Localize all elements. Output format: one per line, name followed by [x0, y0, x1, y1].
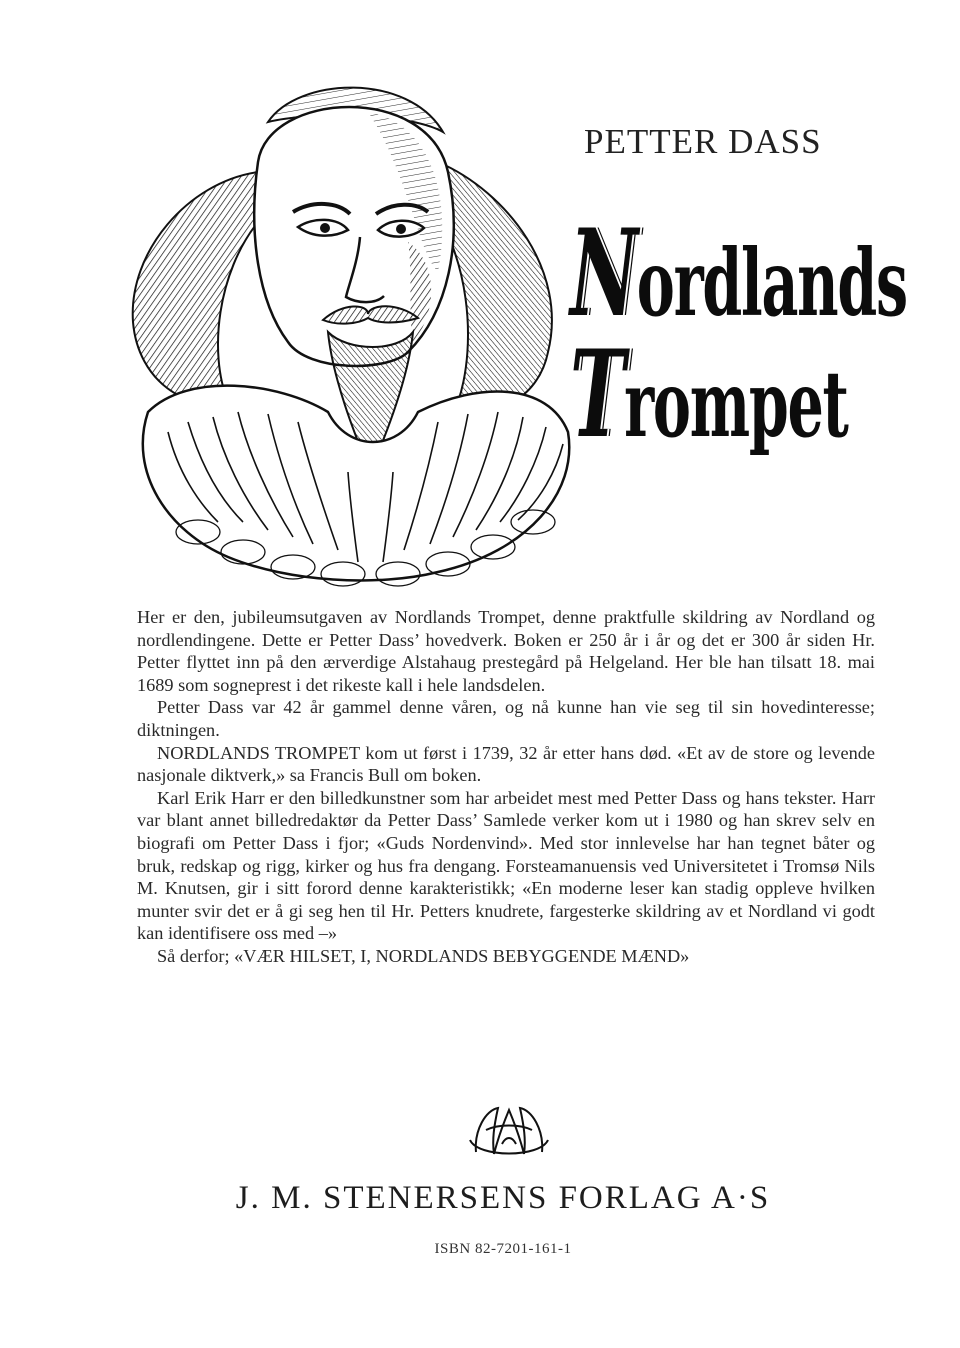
paragraph-4: Karl Erik Harr er den billedkunstner som har arbeidet mest med Petter Dass og hans tekster. Harr var blant annet billedredaktør da Petter Dass’ Samlede verker kom ut i 1980 og han skrev selv en biografi om Petter Dass i fjor; «Guds Nordenvind». Med stor innlevelse har han tegnet båter og bruk, redskap og rigg, kirker og hus fra dengang. Forsteamanuensis ved Universitetet i Tromsø Nils M. Knutsen, gir i sitt forord denne karakteristikk; «En moderne leser kan stadig oppleve hvilken munter svir det er å gi seg hen til Hr. Petters knudrete, fargesterke skildring av et Nordland vi godt kan identifisere oss med –» — [137, 787, 875, 944]
isbn: ISBN 82-7201-161-1 — [434, 1241, 572, 1257]
blurb-text — [137, 606, 875, 968]
title-line-2 — [570, 324, 848, 465]
portrait-engraving — [108, 52, 578, 592]
title-rest-2: rompet — [624, 350, 848, 458]
title-initial-1: N — [570, 203, 637, 344]
hair-left — [133, 172, 258, 404]
title-initial-2: T — [570, 324, 625, 465]
paragraph-3: NORDLANDS TROMPET kom ut først i 1739, 32 år etter hans død. «Et av de store og levende nasjonale diktverk,» sa Francis Bull om boken. — [137, 742, 875, 786]
publisher-monogram-icon — [468, 1100, 550, 1162]
title-rest-1: ordlands — [636, 229, 907, 337]
paragraph-1: Her er den, jubileumsutgaven av Nordlands Trompet, denne praktfulle skildring av Nordland og nordlendingene. Dette er Petter Dass’ hovedverk. Boken er 250 år i år og det er 300 år siden Hr. Petter flyttet inn på den ærverdige Alstahaug prestegård på Helgeland. Her ble han tilsatt 18. mai 1689 som sogneprest i det rikeste kall i hele landsdelen. — [137, 607, 875, 695]
paragraph-2: Petter Dass var 42 år gammel denne våren, og nå kunne han vie seg til sin hovedinteresse; diktningen. — [137, 697, 875, 740]
title-line-1 — [570, 203, 907, 344]
paragraph-5: Så derfor; «VÆR HILSET, I, NORDLANDS BEBYGGENDE MÆND» — [157, 945, 690, 966]
publisher-name: J. M. STENERSENS FORLAG A·S — [235, 1180, 771, 1216]
author-name: PETTER DASS — [584, 122, 822, 161]
book-title — [570, 203, 910, 465]
